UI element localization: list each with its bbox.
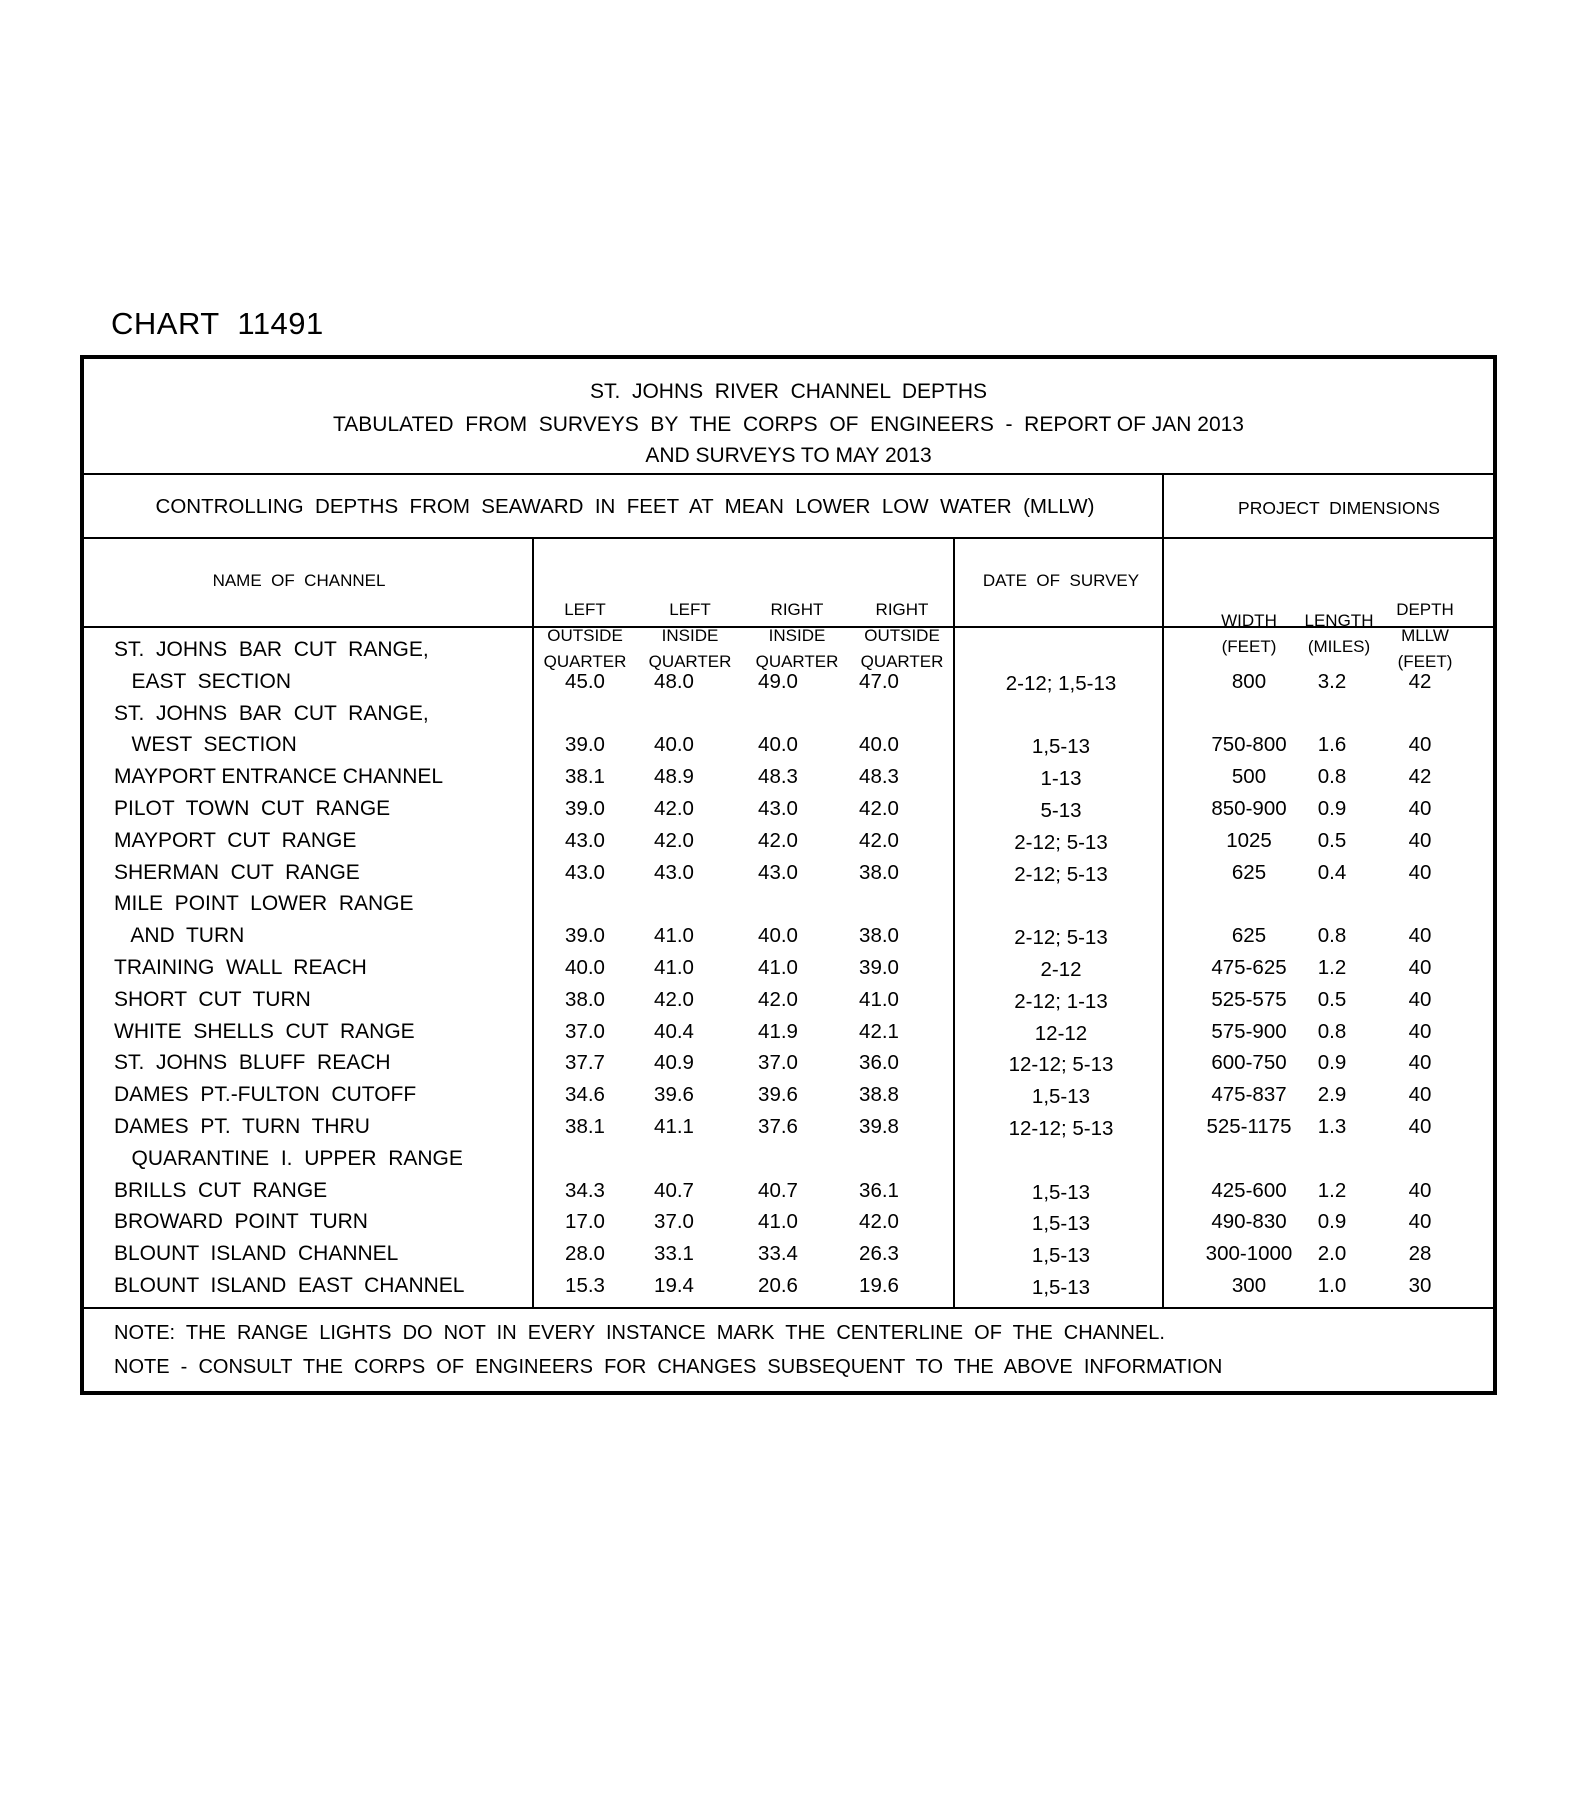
project-dimensions-header: PROJECT DIMENSIONS (1238, 498, 1440, 518)
cell-left-outside: 39.0 (565, 924, 605, 948)
cell-depth: 42 (1408, 669, 1432, 693)
cell-right-inside: 37.0 (758, 1051, 798, 1075)
cell-right-inside: 41.9 (758, 1019, 798, 1043)
cell-right-outside: 19.6 (859, 1274, 899, 1297)
cell-left-inside: 48.9 (654, 765, 694, 789)
cell-left-outside: 28.0 (565, 1242, 605, 1266)
cell-length: 0.5 (1317, 828, 1347, 852)
cell-date: 1,5-13 (1031, 1276, 1091, 1299)
cell-right-inside: 20.6 (758, 1274, 798, 1297)
cell-left-outside: 39.0 (565, 797, 605, 820)
cell-left-outside: 43.0 (565, 828, 605, 852)
cell-left-outside: 15.3 (565, 1274, 605, 1297)
cell-depth: 40 (1408, 1051, 1432, 1075)
cell-length: 1.2 (1317, 956, 1347, 979)
cell-left-inside: 41.0 (654, 956, 694, 979)
cell-depth: 40 (1408, 828, 1432, 852)
note-consult-corps: NOTE - CONSULT THE CORPS OF ENGINEERS FOR CHANGES SUBSEQUENT TO THE ABOVE INFORMATION (114, 1356, 1223, 1378)
cell-left-outside: 38.1 (565, 765, 605, 789)
cell-right-inside: 33.4 (758, 1242, 798, 1266)
cell-length: 0.9 (1317, 797, 1347, 820)
cell-left-inside: 42.0 (654, 828, 694, 852)
cell-length: 2.9 (1317, 1083, 1347, 1107)
cell-channel-name: MAYPORT ENTRANCE CHANNEL (114, 765, 444, 789)
cell-date: 1,5-13 (1031, 1180, 1091, 1204)
cell-width: 525-1175 (1206, 1115, 1292, 1138)
col-header-length: LENGTH (MILES) (1304, 611, 1374, 656)
divider-notes (84, 1307, 1493, 1309)
cell-width: 300-1000 (1205, 1242, 1293, 1266)
divider-date-col (953, 537, 955, 1307)
col-header-left-outside: LEFT OUTSIDE QUARTER (543, 600, 627, 671)
cell-date: 1-13 (1040, 767, 1082, 791)
cell-length: 2.0 (1317, 1242, 1347, 1266)
cell-width: 625 (1231, 860, 1267, 884)
cell-left-inside: 41.0 (654, 924, 694, 948)
chart-number: CHART 11491 (111, 306, 324, 341)
cell-length: 0.8 (1317, 765, 1347, 789)
cell-right-inside: 49.0 (758, 669, 798, 693)
cell-left-inside: 37.0 (654, 1210, 694, 1234)
cell-right-outside: 40.0 (859, 733, 899, 757)
cell-channel-name: WEST SECTION (114, 733, 297, 757)
cell-channel-name: QUARANTINE I. UPPER RANGE (114, 1146, 463, 1170)
cell-depth: 40 (1408, 924, 1432, 948)
cell-width: 475-625 (1211, 956, 1287, 979)
cell-width: 475-837 (1211, 1083, 1287, 1107)
col-header-date: DATE OF SURVEY (982, 571, 1140, 590)
cell-depth: 28 (1408, 1242, 1432, 1266)
cell-left-inside: 19.4 (654, 1274, 694, 1297)
cell-left-outside: 34.6 (565, 1083, 605, 1107)
cell-depth: 40 (1408, 1178, 1432, 1202)
cell-depth: 40 (1408, 860, 1432, 884)
cell-channel-name: WHITE SHELLS CUT RANGE (114, 1019, 415, 1043)
cell-length: 1.6 (1317, 733, 1347, 757)
cell-width: 425-600 (1211, 1178, 1287, 1202)
cell-channel-name: ST. JOHNS BAR CUT RANGE, (114, 701, 429, 725)
cell-channel-name: SHERMAN CUT RANGE (114, 860, 360, 884)
cell-right-outside: 26.3 (859, 1242, 899, 1266)
cell-left-outside: 38.1 (565, 1115, 605, 1138)
cell-width: 750-800 (1211, 733, 1287, 757)
cell-length: 0.9 (1317, 1210, 1347, 1234)
cell-depth: 30 (1408, 1274, 1432, 1297)
col-header-left-inside: LEFT INSIDE QUARTER (648, 600, 732, 671)
cell-length: 0.9 (1317, 1051, 1347, 1075)
cell-date: 2-12; 5-13 (1014, 926, 1108, 950)
cell-right-outside: 36.0 (859, 1051, 899, 1075)
cell-date: 2-12 (1040, 958, 1082, 981)
cell-right-inside: 43.0 (758, 797, 798, 820)
cell-channel-name: SHORT CUT TURN (114, 987, 311, 1011)
cell-left-outside: 45.0 (565, 669, 605, 693)
cell-date: 2-12; 1-13 (1014, 989, 1108, 1013)
cell-width: 575-900 (1211, 1019, 1287, 1043)
divider-section (84, 537, 1493, 539)
cell-date: 2-12; 5-13 (1014, 830, 1108, 854)
cell-left-inside: 43.0 (654, 860, 694, 884)
col-header-right-inside: RIGHT INSIDE QUARTER (755, 600, 839, 671)
cell-left-outside: 17.0 (565, 1210, 605, 1234)
cell-width: 500 (1231, 765, 1267, 789)
cell-left-inside: 41.1 (654, 1115, 694, 1138)
cell-left-inside: 42.0 (654, 987, 694, 1011)
cell-left-outside: 37.7 (565, 1051, 605, 1075)
cell-date: 5-13 (1040, 799, 1082, 822)
cell-right-outside: 39.0 (859, 956, 899, 979)
cell-width: 800 (1231, 669, 1267, 693)
cell-channel-name: BLOUNT ISLAND EAST CHANNEL (114, 1274, 465, 1297)
controlling-depths-header: CONTROLLING DEPTHS FROM SEAWARD IN FEET AT MEAN LOWER LOW WATER (MLLW) (155, 495, 1095, 518)
cell-right-inside: 39.6 (758, 1083, 798, 1107)
cell-width: 525-575 (1211, 987, 1287, 1011)
table-subtitle-2: AND SURVEYS TO MAY 2013 (645, 444, 932, 467)
divider-project (1162, 473, 1164, 1307)
cell-depth: 42 (1408, 765, 1432, 789)
cell-date: 12-12 (1034, 1021, 1088, 1045)
cell-right-inside: 42.0 (758, 828, 798, 852)
note-range-lights: NOTE: THE RANGE LIGHTS DO NOT IN EVERY INSTANCE MARK THE CENTERLINE OF THE CHANNEL. (114, 1322, 1165, 1344)
cell-left-inside: 33.1 (654, 1242, 694, 1266)
cell-date: 12-12; 5-13 (1008, 1053, 1114, 1077)
table-title: ST. JOHNS RIVER CHANNEL DEPTHS (589, 380, 988, 403)
cell-right-inside: 40.0 (758, 924, 798, 948)
cell-right-inside: 41.0 (758, 1210, 798, 1234)
cell-channel-name: PILOT TOWN CUT RANGE (114, 797, 391, 820)
cell-depth: 40 (1408, 987, 1432, 1011)
cell-date: 2-12; 5-13 (1014, 862, 1108, 886)
cell-channel-name: BROWARD POINT TURN (114, 1210, 368, 1234)
cell-length: 0.8 (1317, 1019, 1347, 1043)
cell-left-inside: 40.7 (654, 1178, 694, 1202)
cell-channel-name: MILE POINT LOWER RANGE (114, 892, 414, 916)
cell-channel-name: ST. JOHNS BAR CUT RANGE, (114, 638, 429, 661)
cell-length: 0.8 (1317, 924, 1347, 948)
cell-date: 1,5-13 (1031, 1085, 1091, 1109)
cell-date: 12-12; 5-13 (1008, 1117, 1114, 1140)
cell-length: 1.3 (1317, 1115, 1347, 1138)
cell-left-outside: 38.0 (565, 987, 605, 1011)
cell-left-outside: 40.0 (565, 956, 605, 979)
cell-right-outside: 42.0 (859, 828, 899, 852)
cell-left-outside: 43.0 (565, 860, 605, 884)
cell-right-inside: 37.6 (758, 1115, 798, 1138)
cell-depth: 40 (1408, 956, 1432, 979)
divider-header (84, 626, 1493, 628)
cell-length: 0.5 (1317, 987, 1347, 1011)
cell-left-outside: 39.0 (565, 733, 605, 757)
cell-channel-name: BLOUNT ISLAND CHANNEL (114, 1242, 399, 1266)
cell-left-inside: 48.0 (654, 669, 694, 693)
cell-date: 1,5-13 (1031, 1212, 1091, 1236)
cell-width: 1025 (1226, 828, 1272, 852)
cell-width: 300 (1231, 1274, 1267, 1297)
cell-right-outside: 39.8 (859, 1115, 899, 1138)
cell-width: 850-900 (1211, 797, 1287, 820)
cell-left-inside: 42.0 (654, 797, 694, 820)
cell-length: 3.2 (1317, 669, 1347, 693)
cell-left-outside: 37.0 (565, 1019, 605, 1043)
cell-right-inside: 48.3 (758, 765, 798, 789)
cell-right-inside: 41.0 (758, 956, 798, 979)
cell-right-outside: 38.0 (859, 860, 899, 884)
cell-right-outside: 38.0 (859, 924, 899, 948)
cell-right-outside: 42.0 (859, 797, 899, 820)
cell-date: 1,5-13 (1031, 1244, 1091, 1268)
cell-right-outside: 47.0 (859, 669, 899, 693)
cell-channel-name: ST. JOHNS BLUFF REACH (114, 1051, 391, 1075)
cell-right-outside: 48.3 (859, 765, 899, 789)
cell-right-inside: 43.0 (758, 860, 798, 884)
col-header-depth: DEPTH MLLW (FEET) (1396, 600, 1454, 671)
cell-left-inside: 40.0 (654, 733, 694, 757)
cell-channel-name: AND TURN (114, 924, 245, 948)
col-header-right-outside: RIGHT OUTSIDE QUARTER (860, 600, 944, 671)
cell-depth: 40 (1408, 797, 1432, 820)
divider-title (84, 473, 1493, 475)
col-header-name: NAME OF CHANNEL (212, 571, 386, 590)
cell-width: 600-750 (1211, 1051, 1287, 1075)
cell-depth: 40 (1408, 1210, 1432, 1234)
cell-depth: 40 (1408, 733, 1432, 757)
cell-width: 490-830 (1211, 1210, 1287, 1234)
divider-name-col (532, 537, 534, 1307)
cell-right-outside: 36.1 (859, 1178, 899, 1202)
cell-channel-name: DAMES PT.-FULTON CUTOFF (114, 1083, 417, 1107)
cell-date: 1,5-13 (1031, 735, 1091, 759)
cell-left-inside: 40.9 (654, 1051, 694, 1075)
cell-right-outside: 42.1 (859, 1019, 899, 1043)
cell-channel-name: EAST SECTION (114, 669, 291, 693)
cell-width: 625 (1231, 924, 1267, 948)
cell-right-inside: 40.0 (758, 733, 798, 757)
cell-left-outside: 34.3 (565, 1178, 605, 1202)
cell-channel-name: TRAINING WALL REACH (114, 956, 367, 979)
cell-left-inside: 39.6 (654, 1083, 694, 1107)
cell-right-outside: 41.0 (859, 987, 899, 1011)
cell-date: 2-12; 1,5-13 (1005, 671, 1117, 695)
cell-depth: 40 (1408, 1083, 1432, 1107)
cell-left-inside: 40.4 (654, 1019, 694, 1043)
cell-depth: 40 (1408, 1115, 1432, 1138)
cell-channel-name: BRILLS CUT RANGE (114, 1178, 328, 1202)
cell-right-inside: 40.7 (758, 1178, 798, 1202)
channel-depths-table (80, 355, 1497, 1395)
col-header-width: WIDTH (FEET) (1221, 611, 1277, 656)
cell-depth: 40 (1408, 1019, 1432, 1043)
cell-channel-name: MAYPORT CUT RANGE (114, 828, 357, 852)
cell-length: 1.0 (1317, 1274, 1347, 1297)
cell-right-inside: 42.0 (758, 987, 798, 1011)
cell-length: 0.4 (1317, 860, 1347, 884)
cell-channel-name: DAMES PT. TURN THRU (114, 1115, 370, 1138)
cell-right-outside: 38.8 (859, 1083, 899, 1107)
cell-right-outside: 42.0 (859, 1210, 899, 1234)
table-subtitle: TABULATED FROM SURVEYS BY THE CORPS OF ENGINEERS - REPORT OF JAN 2013 (333, 413, 1244, 436)
cell-length: 1.2 (1317, 1178, 1347, 1202)
